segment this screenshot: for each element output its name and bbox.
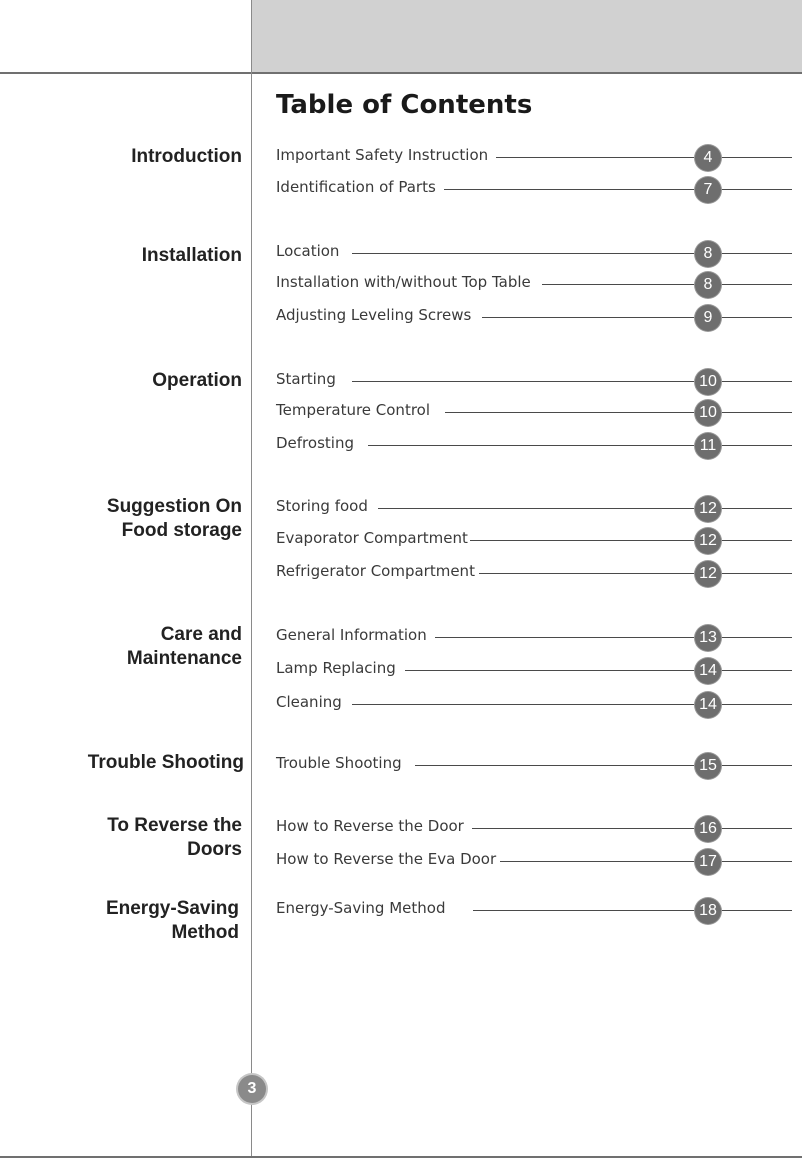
page-title: Table of Contents [276, 90, 533, 120]
section-care-maintenance [127, 623, 242, 671]
entry-label[interactable]: Lamp Replacing [276, 656, 404, 680]
page-badge: 14 [695, 658, 721, 684]
leader-line [471, 828, 792, 829]
leader-line [368, 445, 792, 446]
section-label-line: Maintenance [126, 648, 242, 669]
leader-line [378, 508, 792, 509]
entry-label[interactable]: Identification of Parts [276, 175, 444, 199]
section-label-line: Suggestion On [106, 496, 242, 517]
toc-entry-temperature[interactable] [276, 398, 792, 424]
entry-label[interactable]: Important Safety Instruction [276, 143, 496, 167]
toc-entry-refrigerator[interactable] [276, 559, 792, 585]
section-label-line: Introduction [131, 146, 242, 167]
entry-label[interactable]: Energy-Saving Method [276, 896, 453, 920]
toc-entry-cleaning[interactable] [276, 690, 792, 716]
section-trouble-shooting [88, 751, 244, 775]
toc-entry-energy[interactable] [276, 896, 792, 922]
section-label-line: To Reverse the [107, 815, 242, 836]
page-badge: 10 [695, 369, 721, 395]
toc-entry-reverse-door[interactable] [276, 814, 792, 840]
leader-line [473, 910, 792, 911]
entry-label[interactable]: Adjusting Leveling Screws [276, 303, 479, 327]
leader-line [482, 317, 792, 318]
toc-entry-trouble[interactable] [276, 751, 792, 777]
page-badge: 9 [695, 305, 721, 331]
entry-label[interactable]: Refrigerator Compartment [276, 559, 479, 583]
section-label-line: Trouble Shooting [87, 752, 244, 773]
page-badge: 8 [695, 272, 721, 298]
leader-line [435, 637, 792, 638]
page-badge: 12 [695, 496, 721, 522]
header-rule [0, 72, 802, 74]
entry-label[interactable]: General Information [276, 623, 435, 647]
vertical-divider [251, 0, 252, 1158]
leader-line [445, 412, 792, 413]
page-badge: 15 [695, 753, 721, 779]
page-badge: 14 [695, 692, 721, 718]
entry-label[interactable]: Cleaning [276, 690, 350, 714]
section-label-line: Doors [187, 839, 242, 860]
leader-line [468, 540, 792, 541]
leader-line [352, 704, 792, 705]
section-label-line: Care and [160, 624, 242, 645]
leader-line [496, 861, 792, 862]
leader-line [444, 189, 792, 190]
leader-line [405, 670, 792, 671]
section-energy-saving [106, 897, 239, 945]
page-badge: 10 [695, 400, 721, 426]
toc-entry-storing-food[interactable] [276, 494, 792, 520]
page-badge: 12 [695, 528, 721, 554]
leader-line [352, 381, 792, 382]
page-badge: 8 [695, 241, 721, 267]
leader-line [495, 157, 792, 158]
section-reverse-doors [107, 814, 242, 862]
entry-label[interactable]: Defrosting [276, 431, 362, 455]
section-label-line: Operation [152, 370, 242, 391]
header-band [252, 0, 802, 72]
page-number-badge: 3 [238, 1075, 266, 1103]
page-badge: 17 [695, 849, 721, 875]
toc-entry-location[interactable] [276, 239, 792, 265]
entry-label[interactable]: Storing food [276, 494, 376, 518]
section-label-line: Energy-Saving [105, 898, 239, 919]
leader-line [478, 573, 792, 574]
section-operation [152, 369, 242, 393]
entry-label[interactable]: How to Reverse the Door [276, 814, 472, 838]
toc-entry-lamp[interactable] [276, 656, 792, 682]
toc-entry-leveling[interactable] [276, 303, 792, 329]
section-label-line: Food storage [121, 520, 242, 541]
toc-entry-reverse-eva[interactable] [276, 847, 792, 873]
toc-entry-top-table[interactable] [276, 270, 792, 296]
toc-entry-starting[interactable] [276, 367, 792, 393]
page-badge: 4 [695, 145, 721, 171]
toc-entry-parts[interactable] [276, 175, 792, 201]
entry-label[interactable]: Starting [276, 367, 344, 391]
page-badge: 18 [695, 898, 721, 924]
page-badge: 13 [695, 625, 721, 651]
page-badge: 16 [695, 816, 721, 842]
entry-label[interactable]: Location [276, 239, 347, 263]
toc-entry-evaporator[interactable] [276, 526, 792, 552]
section-label-line: Installation [141, 245, 242, 266]
toc-entry-defrosting[interactable] [276, 431, 792, 457]
entry-label[interactable]: Installation with/without Top Table [276, 270, 539, 294]
toc-entry-general-info[interactable] [276, 623, 792, 649]
entry-label[interactable]: Temperature Control [276, 398, 438, 422]
leader-line [542, 284, 792, 285]
section-introduction [131, 145, 242, 169]
entry-label[interactable]: How to Reverse the Eva Door [276, 847, 500, 871]
page-badge: 7 [695, 177, 721, 203]
entry-label[interactable]: Trouble Shooting [276, 751, 410, 775]
section-food-storage [107, 495, 242, 543]
leader-line [352, 253, 792, 254]
toc-entry-safety[interactable] [276, 143, 792, 169]
section-label-line: Method [171, 922, 239, 943]
leader-line [415, 765, 792, 766]
entry-label[interactable]: Evaporator Compartment [276, 526, 470, 550]
page-badge: 12 [695, 561, 721, 587]
section-installation [142, 244, 242, 268]
page-badge: 11 [695, 433, 721, 459]
